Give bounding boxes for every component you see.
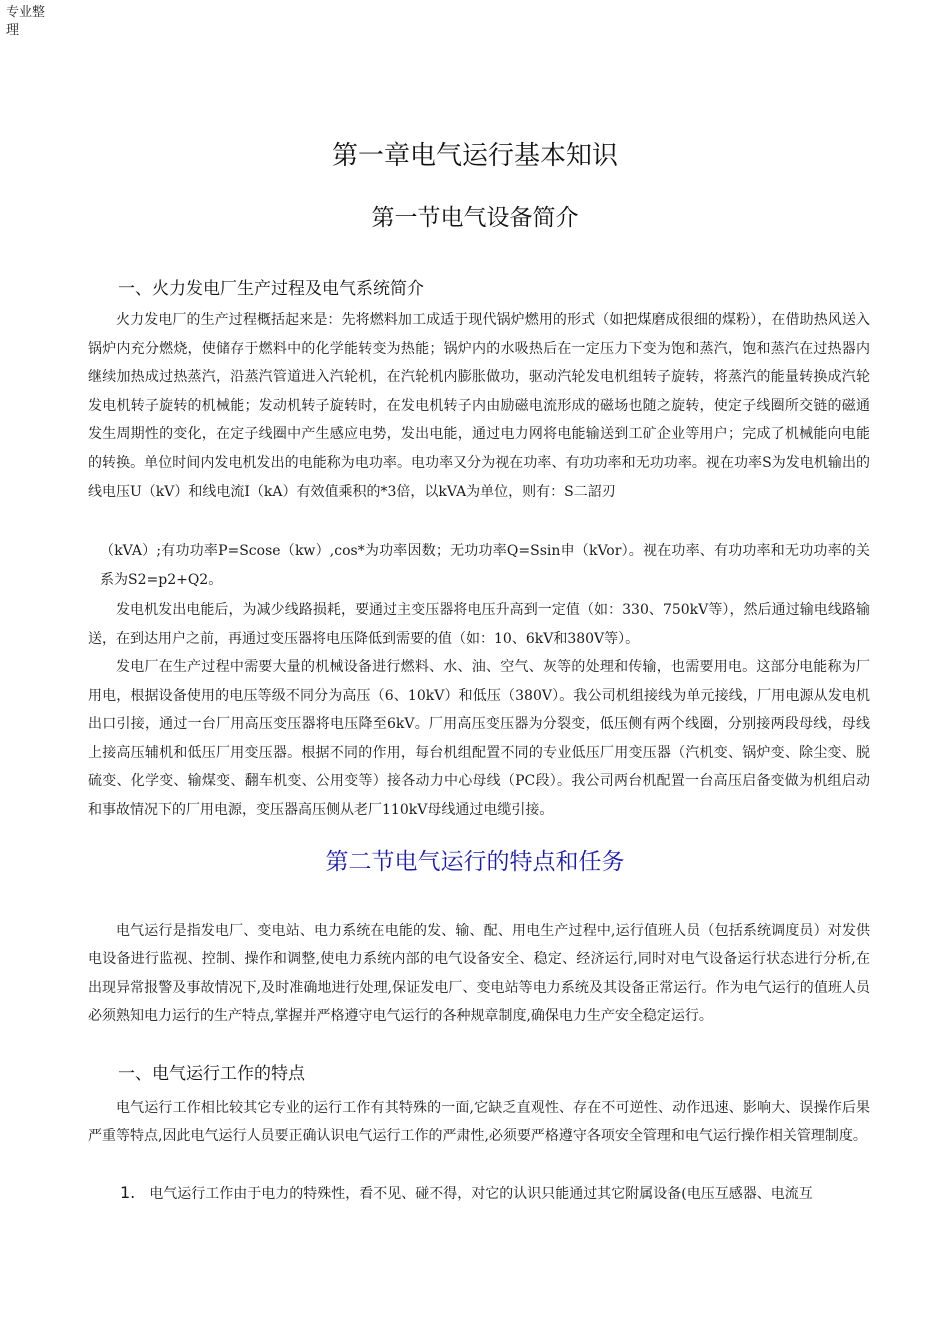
- section1-title: 第一节电气设备简介: [371, 205, 579, 231]
- section2-paragraph-1: 电气运行是指发电厂、变电站、电力系统在电能的发、输、配、用电生产过程中,运行值班人员（包括系统调度员）对发供电设备进行监视、控制、操作和调整,使电力系统内部的电气设备安全、稳定、经济运行,同时对电气设备运行状态进行分析,在出现异常报警及事故情况下,及时准确地进行处理,保证发电厂、变电站等电力系统及其设备正常运行。作为电气运行的值班人员必须熟知电力运行的生产特点,掌握并严格遵守电气运行的各种规章制度,确保电力生产安全稳定运行。: [88, 923, 870, 1024]
- numbered-list-item-1: [120, 1179, 870, 1208]
- section1-paragraph-3: 发电厂在生产过程中需要大量的机械设备进行燃料、水、油、空气、灰等的处理和传输，也需要用电。这部分电能称为厂用电，根据设备使用的电压等级不同分为高压（6、10kV）和低压（380V）。我公司机组接线为单元接线，厂用电源从发电机出口引接，通过一台厂用高压变压器将电压降至6kV。厂用高压变压器为分裂变，低压侧有两个线圈，分别接两段母线，母线上接高压辅机和低压厂用变压器。根据不同的作用，每台机组配置不同的专业低压厂用变压器（汽机变、锅炉变、除尘变、脱硫变、化学变、输煤变、翻车机变、公用变等）接各动力中心母线（PC段）。我公司两台机配置一台高压启备变做为机组启动和事故情况下的厂用电源，变压器高压侧从老厂110kV母线通过电缆引接。: [88, 659, 870, 818]
- section2-subheading: 一、电气运行工作的特点: [118, 1064, 305, 1084]
- corner-note: 专业整理: [6, 5, 46, 38]
- section1-paragraph-1: 火力发电厂的生产过程概括起来是：先将燃料加工成适于现代锅炉燃用的形式（如把煤磨成很细的煤粉），在借助热风送入锅炉内充分燃烧，使储存于燃料中的化学能转变为热能；锅炉内的水吸热后在一定压力下变为饱和蒸汽，饱和蒸汽在过热器内继续加热成过热蒸汽，沿蒸汽管道进入汽轮机，在汽轮机内膨胀做功，驱动汽轮发电机组转子旋转，将蒸汽的能量转换成汽轮发电机转子旋转的机械能；发动机转子旋转时，在发电机转子内由励磁电流形成的磁场也随之旋转，使定子线圈所交链的磁通发生周期性的变化，在定子线圈中产生感应电势，发出电能，通过电力网将电能输送到工矿企业等用户；完成了机械能向电能的转换。单位时间内发电机发出的电能称为电功率。电功率又分为视在功率、有功功率和无功功率。视在功率S为发电机输出的线电压U（kV）和线电流I（kA）有效值乘积的*3倍，以kVA为单位，则有：S二詔刃: [88, 312, 870, 500]
- chapter-title: 第一章电气运行基本知识: [331, 141, 618, 171]
- list-item-text: 电气运行工作由于电力的特殊性，看不见、碰不得，对它的认识只能通过其它附属设备(电压互感器、电流互: [149, 1186, 813, 1202]
- section1-paragraph-2: 发电机发出电能后，为减少线路损耗，要通过主变压器将电压升高到一定值（如：330、750kV等），然后通过输电线路输送，在到达用户之前，再通过变压器将电压降低到需要的值（如：10、6kV和380V等）。: [88, 602, 870, 647]
- section2-title: 第二节电气运行的特点和任务: [325, 849, 625, 875]
- section2-paragraph-2: 电气运行工作相比较其它专业的运行工作有其特殊的一面,它缺乏直观性、存在不可逆性、动作迅速、影响大、误操作后果严重等特点,因此电气运行人员要正确认识电气运行工作的严肃性,必须要严格遵守各项安全管理和电气运行操作相关管理制度。: [88, 1100, 870, 1145]
- section1-subheading: 一、火力发电厂生产过程及电气系统简介: [118, 279, 424, 299]
- list-item-number: 1.: [120, 1183, 136, 1202]
- section1-paragraph-1-continued: （kVA）;有功功率P=Scose（kw）,cos*为功率因数；无功功率Q=Ssin申（kVor）。视在功率、有功功率和无功功率的关系为S2=p2+Q2。: [100, 543, 870, 588]
